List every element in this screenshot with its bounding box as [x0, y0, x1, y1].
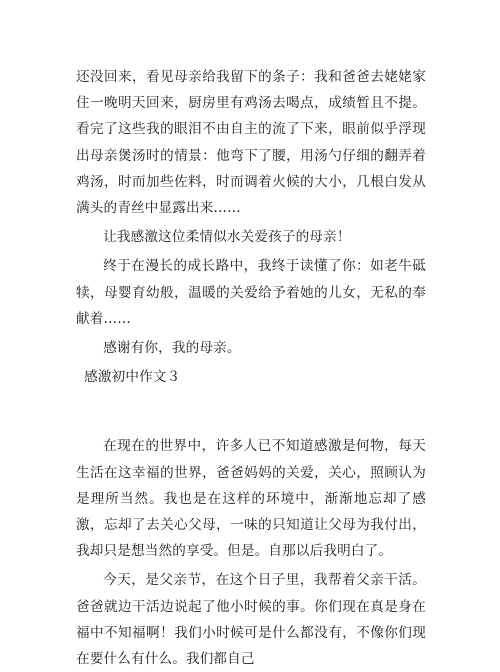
paragraph-thanks: 感谢有你，我的母亲。	[103, 340, 241, 357]
paragraph-fathers-day: 今天，是父亲节，在这个日子里，我帮着父亲干活。爸爸就边干活边说起了他小时候的事。你们现在真是身在福中不知福啊！我们小时候可是什么都没有，不像你们现在要什么有什么。我们都自己	[76, 572, 426, 668]
document-body	[76, 64, 426, 672]
paragraph-modern-world: 在现在的世界中，许多人已不知道感激是何物，每天生活在这幸福的世界，爸爸妈妈的关爱，关心，照顾认为是理所当然。我也是在这样的环境中，渐渐地忘却了感激，忘却了去关心父母，一味的只知道让父母为我付出，我却只是想当然的享受。但是。自那以后我明白了。	[76, 438, 426, 560]
section-title: 感激初中作文３	[84, 369, 181, 386]
paragraph-understanding: 终于在漫长的成长路中，我终于读懂了你：如老牛砥犊，母婴育幼般，温暖的关爱给予着她的儿女，无私的奉献着……	[76, 258, 426, 327]
paragraph-mother-note: 还没回来，看见母亲给我留下的条子：我和爸爸去姥姥家住一晚明天回来，厨房里有鸡汤去喝点，成绩暂且不提。看完了这些我的眼泪不由自主的流了下来，眼前似乎浮现出母亲煲汤时的情景：他弯下了腰，用汤勺仔细的翻弄着鸡汤，时而加些佐料，时而调着火候的大小，几根白发从满头的青丝中显露出来……	[76, 69, 426, 217]
paragraph-gratitude: 让我感激这位柔情似水关爱孩子的母亲！	[103, 229, 351, 246]
